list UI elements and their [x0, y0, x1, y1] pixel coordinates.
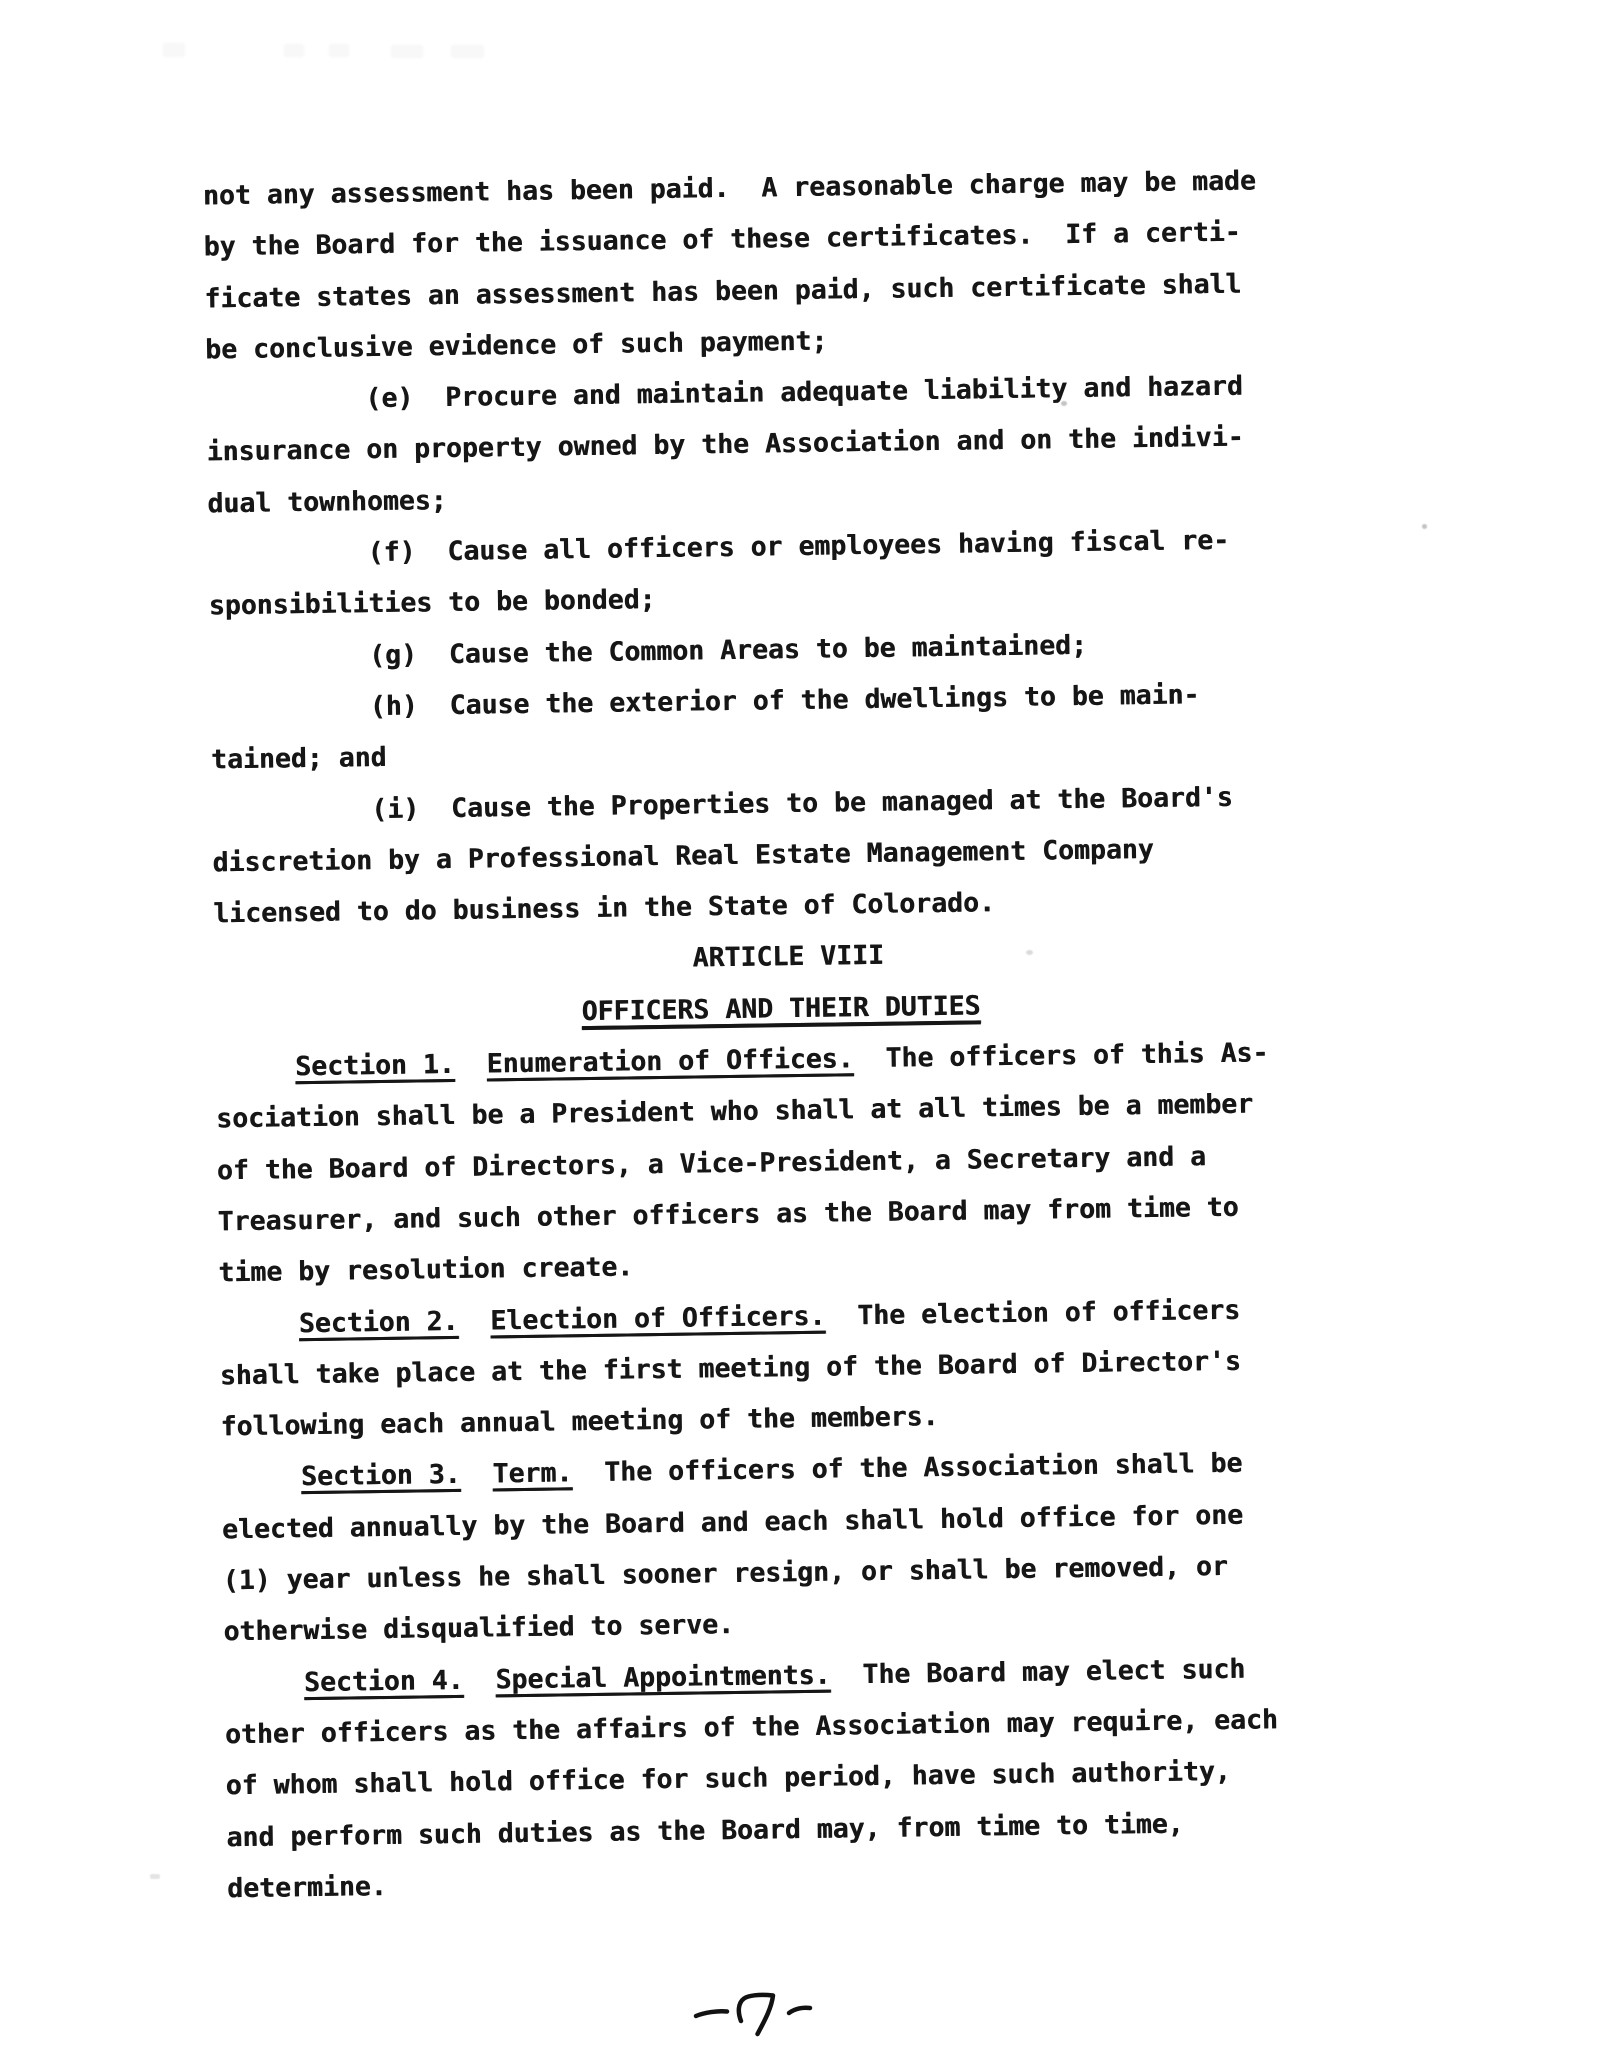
underlined-text: Enumeration of Offices.	[486, 1043, 854, 1080]
text-segment	[221, 1462, 301, 1494]
text-segment: following each annual meeting of the members.	[220, 1401, 939, 1443]
text-segment: and perform such duties as the Board may, from time to time,	[226, 1808, 1184, 1853]
text-segment: (g) Cause the Common Areas to be maintained;	[209, 629, 1088, 674]
underlined-text: Special Appointments.	[495, 1659, 831, 1696]
text-segment: The election of officers	[825, 1294, 1241, 1332]
underlined-text: Section 1.	[294, 1048, 455, 1083]
text-segment: The officers of this As-	[853, 1037, 1269, 1075]
underlined-text: Election of Officers.	[490, 1300, 826, 1336]
text-segment	[224, 1667, 304, 1699]
text-segment: ARTICLE VIII	[692, 940, 885, 974]
page-number-seven	[739, 1995, 773, 2034]
underlined-text: Section 4.	[303, 1664, 464, 1698]
underlined-text: OFFICERS AND THEIR DUTIES	[581, 990, 980, 1030]
text-segment: (f) Cause all officers or employees having fiscal re-	[207, 524, 1230, 571]
page-number-left-dash	[696, 2011, 727, 2016]
text-segment: sponsibilities to be bonded;	[208, 584, 656, 622]
text-segment	[215, 1051, 295, 1083]
text-segment: be conclusive evidence of such payment;	[204, 325, 828, 366]
text-segment: insurance on property owned by the Association and on the indivi-	[206, 422, 1244, 468]
text-segment: shall take place at the first meeting of the Board of Director's	[219, 1345, 1242, 1392]
text-segment: dual townhomes;	[207, 484, 447, 520]
text-segment: The officers of the Association shall be	[572, 1448, 1243, 1489]
text-segment: licensed to do business in the State of Colorado.	[212, 887, 996, 930]
underlined-text: Section 3.	[300, 1459, 461, 1493]
underlined-text: Section 2.	[298, 1305, 459, 1339]
text-segment: determine.	[226, 1870, 387, 1905]
text-segment: other officers as the affairs of the Association may require, each	[224, 1704, 1279, 1751]
text-segment: by the Board for the issuance of these certificates. If a certi-	[203, 216, 1241, 263]
text-segment	[463, 1664, 495, 1695]
text-segment: (1) year unless he shall sooner resign, or shall be removed, or	[222, 1550, 1228, 1597]
text-segment: sociation shall be a President who shall at all times be a member	[215, 1088, 1254, 1135]
text-segment: time by resolution create.	[218, 1251, 634, 1289]
text-segment	[460, 1459, 492, 1490]
text-segment	[214, 943, 693, 981]
text-segment: elected annually by the Board and each shall hold office for one	[221, 1499, 1244, 1546]
text-segment	[454, 1049, 486, 1080]
text-segment: ficate states an assessment has been paid, such certificate shall	[204, 268, 1242, 315]
page-number-right-dash	[789, 2008, 810, 2013]
text-segment	[458, 1305, 490, 1336]
text-segment: of the Board of Directors, a Vice-President, a Secretary and a	[216, 1140, 1207, 1186]
text-segment: The Board may elect such	[830, 1653, 1246, 1691]
text-segment: of whom shall hold office for such period, have such authority,	[225, 1756, 1231, 1802]
text-segment	[214, 996, 581, 1032]
handwritten-page-number	[683, 1963, 823, 2043]
text-segment: Treasurer, and such other officers as the Board may from time to	[217, 1191, 1239, 1238]
text-segment: discretion by a Professional Real Estate Management Company	[212, 833, 1154, 879]
text-segment: (i) Cause the Properties to be managed at the Board's	[211, 781, 1233, 827]
text-segment: tained; and	[210, 742, 387, 776]
text-segment: not any assessment has been paid. A reasonable charge may be made	[202, 165, 1257, 212]
text-segment: (e) Procure and maintain adequate liability and hazard	[205, 370, 1244, 417]
text-segment	[219, 1308, 299, 1340]
text-segment: otherwise disqualified to serve.	[223, 1609, 735, 1648]
text-segment: (h) Cause the exterior of the dwellings to be main-	[210, 679, 1200, 725]
underlined-text: Term.	[492, 1457, 573, 1490]
